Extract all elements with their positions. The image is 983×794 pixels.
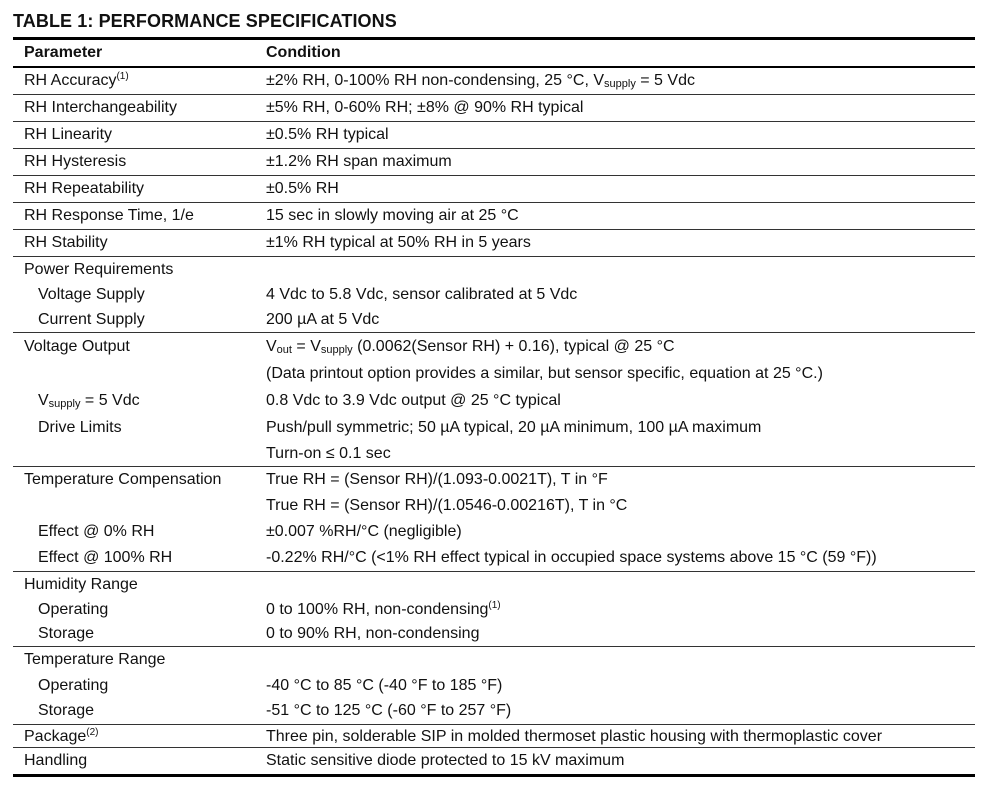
parameter-cell: [13, 203, 266, 229]
text-run: True RH = (Sensor RH)/(1.093-0.0021T), T in °F: [266, 471, 608, 488]
table-row: [13, 467, 975, 493]
parameter-cell: [13, 257, 266, 283]
footnote-marker: (1): [488, 600, 501, 611]
table-row: [13, 230, 975, 256]
table-row: [13, 725, 975, 747]
table-row: [13, 545, 975, 571]
condition-cell: [266, 467, 975, 493]
condition-cell: [266, 257, 975, 283]
text-run: Current Supply: [38, 311, 145, 328]
parameter-cell: [13, 68, 266, 94]
text-run: -40 °C to 85 °C (-40 °F to 185 °F): [266, 677, 503, 694]
parameter-cell: [13, 493, 266, 519]
table-row: [13, 673, 975, 698]
text-run: ±0.5% RH: [266, 180, 339, 197]
subscript-text: out: [276, 344, 292, 356]
table-row: [13, 748, 975, 774]
table-row: [13, 414, 975, 441]
table-row: [13, 519, 975, 545]
text-run: Storage: [38, 625, 95, 642]
text-run: Handling: [24, 752, 88, 769]
text-run: V: [38, 392, 49, 409]
text-run: ±0.007 %RH/°C (negligible): [266, 523, 462, 540]
performance-spec-table: [13, 37, 975, 777]
text-run: Three pin, solderable SIP in molded thermoset plastic housing with thermoplastic cover: [266, 728, 883, 745]
condition-cell: [266, 493, 975, 519]
footnote-marker: (2): [86, 727, 99, 738]
text-run: Voltage Supply: [38, 286, 145, 303]
condition-cell: [266, 545, 975, 571]
parameter-cell: [13, 176, 266, 202]
condition-cell: [266, 673, 975, 698]
condition-cell: [266, 441, 975, 466]
table-row: [13, 387, 975, 414]
parameter-cell: [13, 387, 266, 414]
condition-cell: [266, 598, 975, 622]
spec-group: [13, 175, 975, 202]
text-run: V: [266, 338, 277, 355]
spec-group: [13, 332, 975, 466]
condition-cell: [266, 95, 975, 121]
parameter-cell: [13, 441, 266, 466]
table-row: [13, 68, 975, 94]
condition-cell: [266, 727, 975, 746]
table-row: [13, 333, 975, 360]
text-run: RH Stability: [24, 234, 108, 251]
parameter-cell: [13, 414, 266, 441]
parameter-cell: [13, 545, 266, 571]
table-row: [13, 360, 975, 387]
table-row: [13, 176, 975, 202]
text-run: Package: [24, 728, 87, 745]
parameter-cell: [13, 748, 266, 774]
table-row: [13, 95, 975, 121]
subscript-text: supply: [604, 78, 636, 90]
parameter-cell: [13, 467, 266, 493]
text-run: 200 µA at 5 Vdc: [266, 311, 380, 328]
table-title: TABLE 1: PERFORMANCE SPECIFICATIONS: [13, 11, 397, 31]
condition-cell: [266, 176, 975, 202]
condition-cell: [266, 68, 975, 94]
text-run: ±2% RH, 0-100% RH non-condensing, 25 °C, V: [266, 72, 605, 89]
spec-group: [13, 466, 975, 571]
header-condition: Condition: [266, 44, 341, 61]
spec-group: [13, 256, 975, 332]
text-run: Voltage Output: [24, 338, 130, 355]
text-run: RH Hysteresis: [24, 153, 127, 170]
text-run: Humidity Range: [24, 576, 138, 593]
text-run: True RH = (Sensor RH)/(1.0546-0.00216T), T in °C: [266, 497, 628, 514]
text-run: 0 to 90% RH, non-condensing: [266, 625, 480, 642]
text-run: RH Repeatability: [24, 180, 145, 197]
table-body: [13, 68, 975, 774]
subscript-text: supply: [48, 398, 81, 410]
spec-group: [13, 571, 975, 646]
text-run: RH Linearity: [24, 126, 113, 143]
table-row: [13, 493, 975, 519]
condition-cell: [266, 698, 975, 724]
footnote-marker: (1): [116, 71, 129, 82]
parameter-cell: [13, 673, 266, 698]
text-run: Effect @ 0% RH: [38, 523, 155, 540]
table-row: [13, 647, 975, 673]
parameter-cell: [13, 519, 266, 545]
table-row: [13, 622, 975, 646]
spec-group: [13, 747, 975, 774]
condition-cell: [266, 283, 975, 307]
table-row: [13, 122, 975, 148]
parameter-cell: [13, 360, 266, 387]
spec-group: [13, 646, 975, 724]
spec-group: [13, 94, 975, 121]
spec-group: [13, 68, 975, 94]
table-row: [13, 257, 975, 283]
text-run: Power Requirements: [24, 261, 174, 278]
parameter-cell: [13, 230, 266, 256]
spec-group: [13, 202, 975, 229]
table-header-row: [13, 40, 975, 68]
text-run: (Data printout option provides a similar, but sensor specific, equation at 25 °C.): [266, 365, 823, 382]
condition-cell: [266, 622, 975, 646]
text-run: Operating: [38, 677, 109, 694]
text-run: (0.0062(Sensor RH) + 0.16), typical @ 25 °C: [352, 338, 675, 355]
text-run: RH Response Time, 1/e: [24, 207, 194, 224]
text-run: 4 Vdc to 5.8 Vdc, sensor calibrated at 5 Vdc: [266, 286, 578, 303]
spec-group: [13, 724, 975, 747]
condition-cell: [266, 519, 975, 545]
text-run: Push/pull symmetric; 50 µA typical, 20 µA minimum, 100 µA maximum: [266, 419, 762, 436]
parameter-cell: [13, 307, 266, 332]
table-row: [13, 283, 975, 307]
condition-cell: [266, 748, 975, 774]
table-row: [13, 698, 975, 724]
condition-cell: [266, 647, 975, 673]
text-run: RH Accuracy: [24, 72, 117, 89]
text-run: Temperature Range: [24, 651, 166, 668]
text-run: ±0.5% RH typical: [266, 126, 389, 143]
text-run: -51 °C to 125 °C (-60 °F to 257 °F): [266, 702, 512, 719]
condition-cell: [266, 122, 975, 148]
table-row: [13, 149, 975, 175]
condition-cell: [266, 203, 975, 229]
text-run: ±1% RH typical at 50% RH in 5 years: [266, 234, 531, 251]
spec-group: [13, 148, 975, 175]
parameter-cell: [13, 698, 266, 724]
table-row: [13, 441, 975, 466]
spec-group: [13, 229, 975, 256]
text-run: Temperature Compensation: [24, 471, 222, 488]
condition-cell: [266, 149, 975, 175]
text-run: -0.22% RH/°C (<1% RH effect typical in occupied space systems above 15 °C (59 °F)): [266, 549, 877, 566]
text-run: 15 sec in slowly moving air at 25 °C: [266, 207, 519, 224]
condition-cell: [266, 307, 975, 332]
text-run: RH Interchangeability: [24, 99, 177, 116]
table-row: [13, 598, 975, 622]
text-run: = 5 Vdc: [80, 392, 140, 409]
condition-cell: [266, 572, 975, 598]
parameter-cell: [13, 283, 266, 307]
text-run: Static sensitive diode protected to 15 kV maximum: [266, 752, 625, 769]
text-run: ±1.2% RH span maximum: [266, 153, 452, 170]
parameter-cell: [13, 149, 266, 175]
parameter-cell: [13, 598, 266, 622]
parameter-cell: [13, 727, 266, 746]
text-run: Turn-on ≤ 0.1 sec: [266, 445, 391, 462]
text-run: = V: [291, 338, 321, 355]
spec-group: [13, 121, 975, 148]
text-run: 0.8 Vdc to 3.9 Vdc output @ 25 °C typical: [266, 392, 561, 409]
condition-cell: [266, 230, 975, 256]
parameter-cell: [13, 95, 266, 121]
text-run: Drive Limits: [38, 419, 122, 436]
parameter-cell: [13, 622, 266, 646]
parameter-cell: [13, 647, 266, 673]
table-row: [13, 572, 975, 598]
parameter-cell: [13, 333, 266, 360]
text-run: 0 to 100% RH, non-condensing: [266, 601, 489, 618]
text-run: Operating: [38, 601, 109, 618]
text-run: Effect @ 100% RH: [38, 549, 173, 566]
text-run: ±5% RH, 0-60% RH; ±8% @ 90% RH typical: [266, 99, 584, 116]
condition-cell: [266, 333, 975, 360]
header-parameter: Parameter: [24, 44, 103, 61]
condition-cell: [266, 414, 975, 441]
table-row: [13, 203, 975, 229]
table-row: [13, 307, 975, 332]
condition-cell: [266, 360, 975, 387]
text-run: = 5 Vdc: [635, 72, 695, 89]
subscript-text: supply: [320, 344, 353, 356]
condition-cell: [266, 387, 975, 414]
parameter-cell: [13, 122, 266, 148]
parameter-cell: [13, 572, 266, 598]
text-run: Storage: [38, 702, 95, 719]
